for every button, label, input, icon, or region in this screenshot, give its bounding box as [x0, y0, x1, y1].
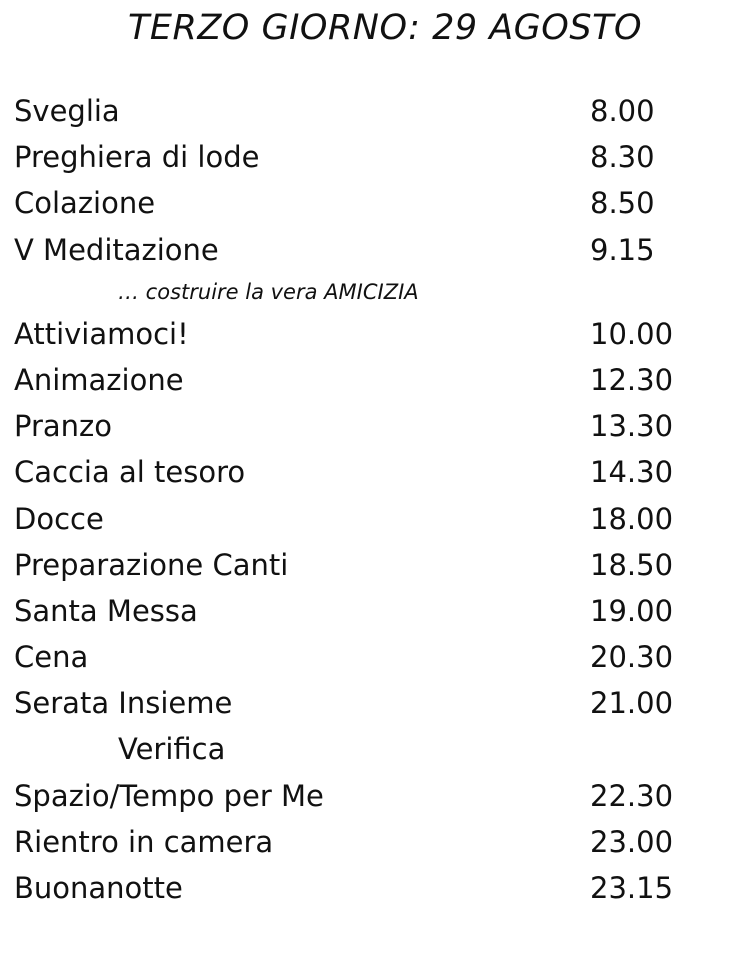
- schedule-row: [14, 88, 714, 134]
- activity-label: Verifica: [118, 732, 226, 767]
- activity-time: 20.30: [590, 640, 674, 675]
- activity-time: 9.15: [590, 232, 655, 267]
- schedule-row: [14, 496, 714, 542]
- activity-time: 13.30: [590, 409, 674, 444]
- page-title: TERZO GIORNO: 29 AGOSTO: [128, 8, 642, 48]
- activity-label: Animazione: [14, 362, 184, 397]
- activity-time: 23.15: [590, 871, 674, 905]
- activity-label: Pranzo: [14, 409, 113, 444]
- activity-time: 8.30: [590, 140, 655, 175]
- activity-time: 19.00: [590, 593, 674, 628]
- schedule-row: [14, 542, 714, 588]
- activity-label: Spazio/Tempo per Me: [14, 778, 324, 813]
- activity-label: Sveglia: [14, 94, 120, 128]
- schedule-row: [14, 865, 714, 911]
- activity-label: Caccia al tesoro: [14, 455, 246, 490]
- schedule-row: [14, 180, 714, 226]
- activity-label: V Meditazione: [14, 232, 219, 267]
- schedule-row: [14, 773, 714, 819]
- meditation-theme-note: … costruire la vera AMICIZIA: [118, 279, 419, 304]
- activity-label: Buonanotte: [14, 871, 183, 905]
- activity-label: Preparazione Canti: [14, 547, 289, 582]
- schedule-row: [14, 357, 714, 403]
- activity-time: 8.50: [590, 186, 655, 221]
- activity-label: Attiviamoci!: [14, 316, 189, 351]
- schedule-row: [14, 311, 714, 357]
- schedule-row: [14, 227, 714, 273]
- activity-time: 12.30: [590, 362, 674, 397]
- schedule-row: [14, 634, 714, 680]
- activity-label: Cena: [14, 640, 89, 675]
- schedule-subitem-row: [14, 726, 714, 772]
- activity-time: 8.00: [590, 94, 655, 128]
- schedule-list: [14, 88, 714, 911]
- schedule-row: [14, 449, 714, 495]
- activity-label: Colazione: [14, 186, 156, 221]
- schedule-row: [14, 680, 714, 726]
- activity-time: 18.50: [590, 547, 674, 582]
- activity-label: Rientro in camera: [14, 824, 274, 859]
- schedule-row: [14, 403, 714, 449]
- activity-time: 10.00: [590, 316, 674, 351]
- activity-time: 21.00: [590, 686, 674, 721]
- activity-time: 22.30: [590, 778, 674, 813]
- activity-label: Santa Messa: [14, 593, 198, 628]
- activity-label: Docce: [14, 501, 104, 536]
- activity-label: Preghiera di lode: [14, 140, 260, 175]
- activity-time: 18.00: [590, 501, 674, 536]
- activity-time: 23.00: [590, 824, 674, 859]
- activity-time: 14.30: [590, 455, 674, 490]
- schedule-row: [14, 134, 714, 180]
- schedule-row: [14, 819, 714, 865]
- schedule-row: [14, 588, 714, 634]
- schedule-note-row: [14, 273, 714, 311]
- activity-label: Serata Insieme: [14, 686, 233, 721]
